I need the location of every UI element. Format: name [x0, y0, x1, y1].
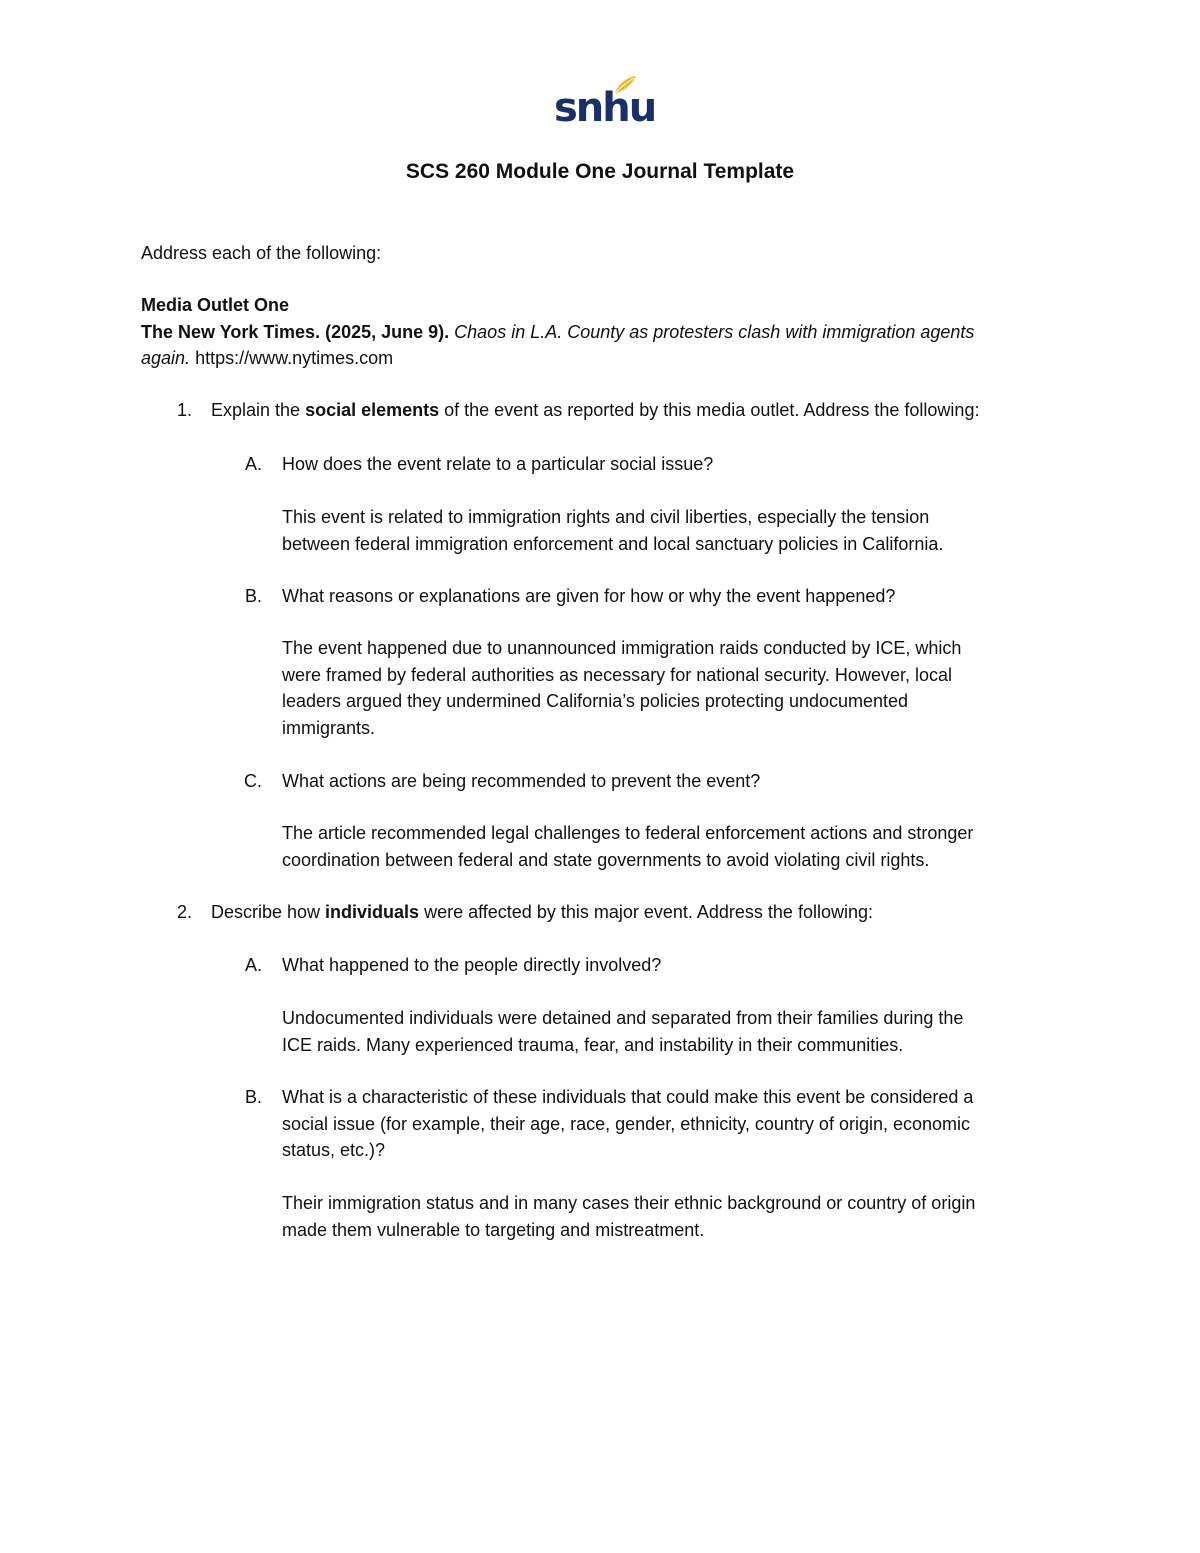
answer-line: made them vulnerable to targeting and mistreatment.	[282, 1219, 705, 1240]
sub-letter: A.	[244, 955, 262, 975]
sub-question-1b	[222, 583, 1082, 610]
question-number: 1.	[176, 400, 192, 420]
sub-letter: B.	[244, 1087, 262, 1107]
question-number: 2.	[176, 902, 192, 922]
citation-source: The New York Times. (2025, June 9).	[141, 321, 450, 342]
answer-2b	[282, 1190, 1082, 1243]
intro-text: Address each of the following:	[141, 243, 382, 263]
answer-line: leaders argued they undermined California’s policies protecting undocumented	[282, 691, 909, 711]
citation-title: Chaos in L.A. County as protesters clash with immigration agents	[454, 321, 975, 342]
sub-question-line: social issue (for example, their age, race, gender, ethnicity, country of origin, economic	[282, 1113, 971, 1134]
question-2	[152, 899, 1092, 926]
page-title: SCS 260 Module One Journal Template	[405, 160, 795, 183]
sub-question-1a	[222, 451, 1082, 478]
citation-line-2	[141, 345, 1061, 372]
sub-question-2a	[222, 952, 1082, 979]
question-1	[152, 397, 1092, 424]
answer-line: The event happened due to unannounced immigration raids conducted by ICE, which	[282, 638, 962, 658]
answer-2a	[282, 1005, 1082, 1058]
sub-question-line: What is a characteristic of these individuals that could make this event be considered a	[282, 1087, 974, 1107]
sub-letter: B.	[244, 586, 262, 606]
answer-line: coordination between federal and state governments to avoid violating civil rights.	[282, 849, 930, 870]
sub-question-text: What reasons or explanations are given for how or why the event happened?	[282, 586, 896, 606]
sub-question-text: What happened to the people directly involved?	[282, 955, 662, 975]
answer-1c	[282, 820, 1082, 873]
question-text: Describe how individuals were affected by this major event. Address the following:	[211, 902, 873, 922]
sub-question-text: What actions are being recommended to prevent the event?	[282, 771, 761, 791]
sub-question-1c	[222, 768, 1082, 795]
answer-1a	[282, 504, 1082, 557]
answer-line: This event is related to immigration rights and civil liberties, especially the tension	[282, 507, 930, 527]
sub-question-line: status, etc.)?	[282, 1140, 386, 1160]
snhu-logo	[554, 74, 656, 134]
citation-url: https://www.nytimes.com	[195, 348, 394, 368]
sub-letter: A.	[244, 454, 262, 474]
answer-line: were framed by federal authorities as necessary for national security. However, local	[282, 664, 952, 685]
answer-line: Undocumented individuals were detained and separated from their families during the	[282, 1008, 964, 1028]
sub-question-2b	[222, 1084, 1082, 1164]
citation-line-1	[141, 319, 1061, 346]
sub-question-text: How does the event relate to a particular social issue?	[282, 454, 714, 474]
citation-block	[141, 292, 1061, 372]
citation-title-cont: again.	[141, 348, 191, 368]
answer-line: Their immigration status and in many cases their ethnic background or country of origin	[282, 1193, 976, 1213]
answer-line: immigrants.	[282, 717, 376, 738]
question-text: Explain the social elements of the event as reported by this media outlet. Address the following:	[211, 400, 980, 420]
answer-line: ICE raids. Many experienced trauma, fear, and instability in their communities.	[282, 1034, 904, 1055]
answer-1b	[282, 635, 1082, 741]
emphasis: individuals	[325, 902, 420, 922]
emphasis: social elements	[305, 400, 440, 420]
sub-letter: C.	[244, 771, 262, 791]
answer-line: between federal immigration enforcement and local sanctuary policies in California.	[282, 533, 944, 554]
logo-text: snhu	[554, 85, 656, 131]
answer-line: The article recommended legal challenges to federal enforcement actions and stronger	[282, 823, 974, 843]
outlet-heading: Media Outlet One	[141, 295, 290, 315]
